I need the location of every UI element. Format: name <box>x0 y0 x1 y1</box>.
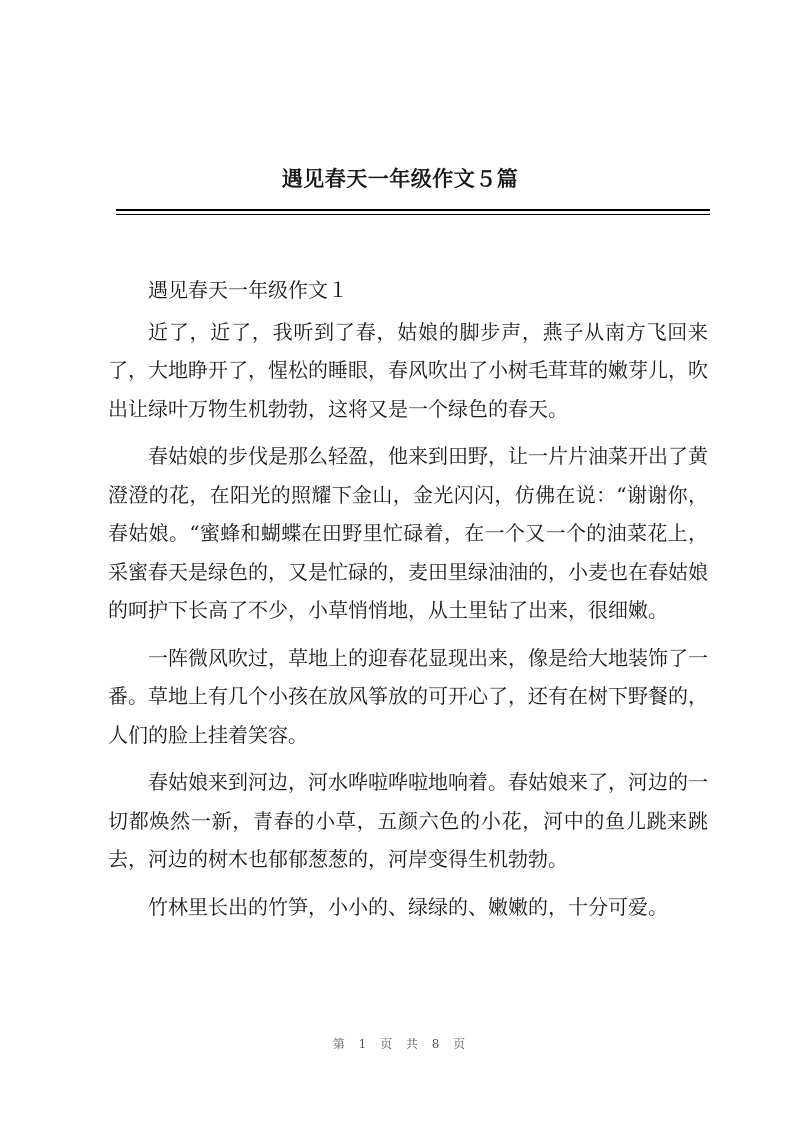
document-body <box>108 271 708 935</box>
title-rule-thick <box>116 209 710 211</box>
title-rule-thin <box>116 214 710 215</box>
paragraph: 春姑娘的步伐是那么轻盈，他来到田野，让一片片油菜开出了黄澄澄的花，在阳光的照耀下金山，金光闪闪，仿佛在说：“谢谢你，春姑娘。“蜜蜂和蝴蝶在田野里忙碌着，在一个又一个的油菜花上，采蜜春天是绿色的，又是忙碌的，麦田里绿油油的，小麦也在春姑娘的呵护下长高了不少，小草悄悄地，从土里钻了出来，很细嫩。 <box>108 444 708 622</box>
paragraph: 近了，近了，我听到了春，姑娘的脚步声，燕子从南方飞回来了，大地睁开了，惺松的睡眼，春风吹出了小树毛茸茸的嫩芽儿，吹出让绿叶万物生机勃勃，这将又是一个绿色的春天。 <box>108 319 708 421</box>
paragraph: 春姑娘来到河边，河水哗啦哗啦地响着。春姑娘来了，河边的一切都焕然一新，青春的小草，五颜六色的小花，河中的鱼儿跳来跳去，河边的树木也郁郁葱葱的，河岸变得生机勃勃。 <box>108 770 708 871</box>
section-heading: 遇见春天一年级作文１ <box>148 278 348 302</box>
paragraph: 竹林里长出的竹笋，小小的、绿绿的、嫩嫩的，十分可爱。 <box>148 894 668 919</box>
paragraph: 一阵微风吹过，草地上的迎春花显现出来，像是给大地装饰了一番。草地上有几个小孩在放风筝放的可开心了，还有在树下野餐的，人们的脸上挂着笑容。 <box>108 645 708 747</box>
document-title: 遇见春天一年级作文５篇 <box>281 166 519 191</box>
page-footer: 第 1 页 共 8 页 <box>332 1037 468 1051</box>
